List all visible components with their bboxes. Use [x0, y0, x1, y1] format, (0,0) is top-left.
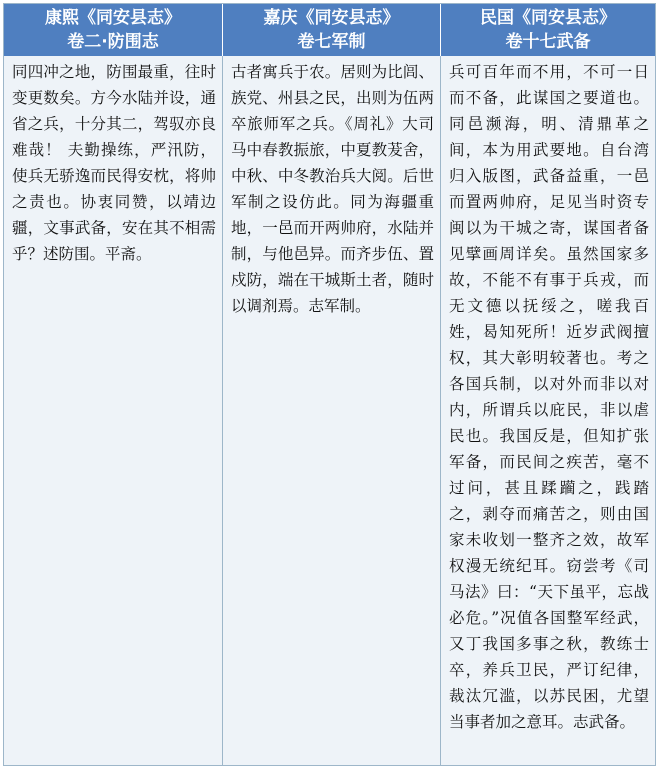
- column-subtitle: 卷二·防围志: [67, 32, 159, 52]
- column-title: 嘉庆《同安县志》: [263, 8, 400, 28]
- column-title: 康熙《同安县志》: [45, 8, 181, 28]
- column-text-kangxi: 同四冲之地，防围最重，往时变更数矣。方今水陆并设，通省之兵，十分其二，驾驭亦良难哉！ 夫勤操练，严汛防，使兵无骄逸而民得安枕，将帅之责也。协衷同赞，以靖边疆，文事武备，安在其不相需乎？述防围。平斋。: [4, 56, 223, 765]
- column-header-minguo: [441, 4, 655, 56]
- column-header-kangxi: [4, 4, 223, 56]
- column-text-jiaqing: 古者寓兵于农。居则为比闾、族党、州县之民，出则为伍两卒旅师军之兵。《周礼》大司马中春教振旅，中夏教茇舍，中秋、中冬教治兵大阅。后世军制之设仿此。同为海疆重地，一邑而开两帅府，水陆并制，与他邑异。而齐步伍、置戍防，端在干城斯土者，随时以调剂焉。志军制。: [223, 56, 441, 765]
- comparison-table: [3, 3, 656, 766]
- column-subtitle: 卷十七武备: [505, 32, 591, 52]
- column-header-jiaqing: [223, 4, 441, 56]
- column-text-minguo: 兵可百年而不用，不可一日而不备，此谋国之要道也。同邑濒海，明、清鼎革之间，本为用武要地。自台湾归入版图，武备益重，一邑而置两帅府，足见当时资专闽以为干城之寄，谋国者备见擘画周详矣。虽然国家多故，不能不有事于兵戎，而无文德以抚绥之，嗟我百姓，曷知死所！近岁武阀擅权，其大彰明较著也。考之各国兵制，以对外而非以对内，所谓兵以庇民，非以虐民也。我国反是，但知扩张军备，而民间之疾苦，毫不过问，甚且蹂躏之，践踏之，剥夺而痛苦之，则由国家未收划一整齐之效，故军权漫无统纪耳。窃尝考《司马法》曰：“天下虽平，忘战必危。”况值各国整军经武，又丁我国多事之秋，教练士卒，养兵卫民，严订纪律，裁汰冗滥，以苏民困，尤望当事者加之意耳。志武备。: [441, 56, 655, 765]
- column-title: 民国《同安县志》: [480, 8, 616, 28]
- column-subtitle: 卷七军制: [297, 32, 366, 52]
